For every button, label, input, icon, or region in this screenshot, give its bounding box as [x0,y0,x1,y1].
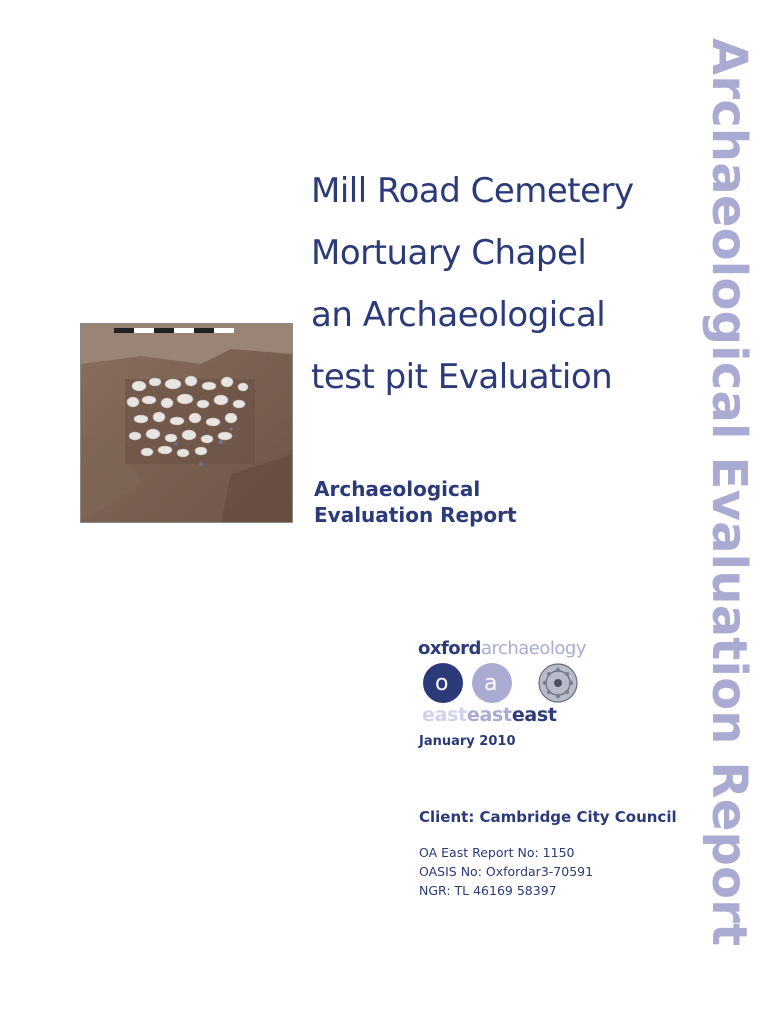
oa-east-report-number: OA East Report No: 1150 [419,845,575,860]
logo-east-wordmark [422,704,557,726]
logo-east-2: east [466,704,512,726]
logo-east-3: east [511,704,557,726]
report-title [311,160,691,408]
title-line-3: an Archaeological [311,295,606,335]
logo-east-1: east [422,704,467,726]
logo-mark-icon [422,662,584,704]
report-type-heading [314,476,614,528]
title-line-2: Mortuary Chapel [311,233,587,273]
logo-wordmark [418,638,586,659]
spine-title-text: Archaeological Evaluation Report [701,37,757,947]
client-line: Client: Cambridge City Council [419,808,677,826]
logo-wordmark-oxford: oxford [418,638,481,659]
oasis-number: OASIS No: Oxfordar3-70591 [419,864,594,879]
test-pit-photo [80,323,293,523]
title-line-4: test pit Evaluation [311,357,613,397]
oxford-archaeology-east-logo [418,638,588,728]
report-references [419,843,593,900]
logo-mark-letter-a: a [484,671,498,696]
title-line-1: Mill Road Cemetery [311,171,634,211]
logo-mark-letter-o: o [435,671,449,696]
report-type-line-2: Evaluation Report [314,503,517,527]
ngr-reference: NGR: TL 46169 58397 [419,883,557,898]
report-date: January 2010 [419,734,516,749]
report-type-line-1: Archaeological [314,477,481,501]
logo-wordmark-archaeology: archaeology [480,638,586,659]
test-pit-photo-image [81,324,292,522]
spine-title [690,22,768,962]
